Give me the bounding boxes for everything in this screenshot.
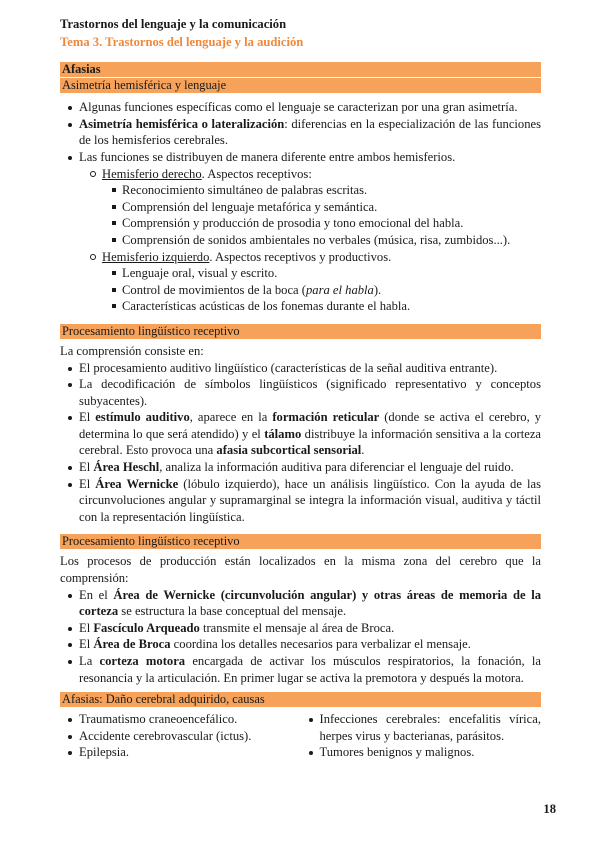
list-item: La decodificación de símbolos lingüísticos (significado representativo y conceptos subyacentes). xyxy=(60,376,541,409)
document-page xyxy=(60,16,541,761)
list-item: Comprensión del lenguaje metafórica y semántica. xyxy=(111,199,541,216)
list-item: Traumatismo craneoencefálico. xyxy=(60,711,301,728)
receptivo-intro: La comprensión consiste en: xyxy=(60,343,204,358)
section-heading-afasias: Afasias xyxy=(60,62,541,77)
document-title: Trastornos del lenguaje y la comunicación xyxy=(60,17,287,31)
hemisferios-list xyxy=(79,166,541,315)
document-subtitle: Tema 3. Trastornos del lenguaje y la audición xyxy=(60,34,304,49)
list-item: En el Área de Wernicke (circunvolución angular) y otras áreas de memoria de la corteza se estructura la base conceptual del mensaje. xyxy=(60,587,541,620)
list-item: Las funciones se distribuyen de manera diferente entre ambos hemisferios. Hemisferio derecho. Aspectos receptivos: Reconocimiento simultáneo de palabras escritas. Comprensión del lenguaje metafórica y semántica. Comprensión y producción de prosodia y tono emocional del habla. Comprensión de sonidos ambientales no verbales (música, risa, zumbidos...). Hemisferio izquierdo. Aspectos receptivos y productivos. Lenguaje oral, visual y escrito. Control de movimientos de la boca (para el habla). Características acústicas de los fonemas durante el habla. xyxy=(60,149,541,315)
list-item: Control de movimientos de la boca (para el habla). xyxy=(111,282,541,299)
list-item-hemisferio-izquierdo: Hemisferio izquierdo. Aspectos receptivos y productivos. Lenguaje oral, visual y escrito. Control de movimientos de la boca (para el habla). Características acústicas de los fonemas durante el habla. xyxy=(89,249,541,315)
list-item: Características acústicas de los fonemas durante el habla. xyxy=(111,298,541,315)
list-item: Lenguaje oral, visual y escrito. xyxy=(111,265,541,282)
causas-columns xyxy=(60,711,541,761)
list-item: Reconocimiento simultáneo de palabras escritas. xyxy=(111,182,541,199)
section-heading-causas: Afasias: Daño cerebral adquirido, causas xyxy=(60,692,541,707)
list-item: El Área de Broca coordina los detalles necesarios para verbalizar el mensaje. xyxy=(60,636,541,653)
receptivo-list xyxy=(60,360,541,526)
list-item: Tumores benignos y malignos. xyxy=(301,744,542,761)
list-item: Accidente cerebrovascular (ictus). xyxy=(60,728,301,745)
list-item: Comprensión y producción de prosodia y tono emocional del habla. xyxy=(111,215,541,232)
subsection-heading-asimetria: Asimetría hemisférica y lenguaje xyxy=(60,77,541,93)
list-item: Asimetría hemisférica o lateralización: diferencias en la especialización de las funciones de los hemisferios cerebrales. xyxy=(60,116,541,149)
list-item-hemisferio-derecho: Hemisferio derecho. Aspectos receptivos: Reconocimiento simultáneo de palabras escritas. Comprensión del lenguaje metafórica y semántica. Comprensión y producción de prosodia y tono emocional del habla. Comprensión de sonidos ambientales no verbales (música, risa, zumbidos...). xyxy=(89,166,541,249)
list-item: La corteza motora encargada de activar los músculos respiratorios, la fonación, la resonancia y la articulación. En primer lugar se activa la premotora y después la motora. xyxy=(60,653,541,686)
izquierdo-aspects-list xyxy=(102,265,541,315)
productivo-intro: Los procesos de producción están localizados en la misma zona del cerebro que la comprensión: xyxy=(60,554,541,586)
causas-right-column xyxy=(301,711,542,761)
section-heading-receptivo: Procesamiento lingüístico receptivo xyxy=(60,324,541,339)
causas-left-column xyxy=(60,711,301,761)
page-number: 18 xyxy=(543,802,556,816)
list-item: Epilepsia. xyxy=(60,744,301,761)
list-item: El Área Heschl, analiza la información auditiva para diferenciar el lenguaje del ruido. xyxy=(60,459,541,476)
productivo-list xyxy=(60,587,541,687)
list-item: El Área Wernicke (lóbulo izquierdo), hace un análisis lingüístico. Con la ayuda de las circunvoluciones angular y supramarginal se integra la información visual, auditiva y táctil con la representación lingüística. xyxy=(60,476,541,526)
list-item: El estímulo auditivo, aparece en la formación reticular (donde se activa el cerebro, y determina lo que será atendido) y el tálamo distribuye la información sensitiva a la corteza cerebral. Esto provoca una afasia subcortical sensorial. xyxy=(60,409,541,459)
derecho-aspects-list xyxy=(102,182,541,248)
list-item: El procesamiento auditivo lingüístico (características de la señal auditiva entrante). xyxy=(60,360,541,377)
list-item: Algunas funciones específicas como el lenguaje se caracterizan por una gran asimetría. xyxy=(60,99,541,116)
list-item: Infecciones cerebrales: encefalitis vírica, herpes virus y bacterianas, parásitos. xyxy=(301,711,542,744)
list-item: Comprensión de sonidos ambientales no verbales (música, risa, zumbidos...). xyxy=(111,232,541,249)
section-heading-productivo: Procesamiento lingüístico receptivo xyxy=(60,534,541,549)
list-item: El Fascículo Arqueado transmite el mensaje al área de Broca. xyxy=(60,620,541,637)
asimetria-list xyxy=(60,99,541,315)
